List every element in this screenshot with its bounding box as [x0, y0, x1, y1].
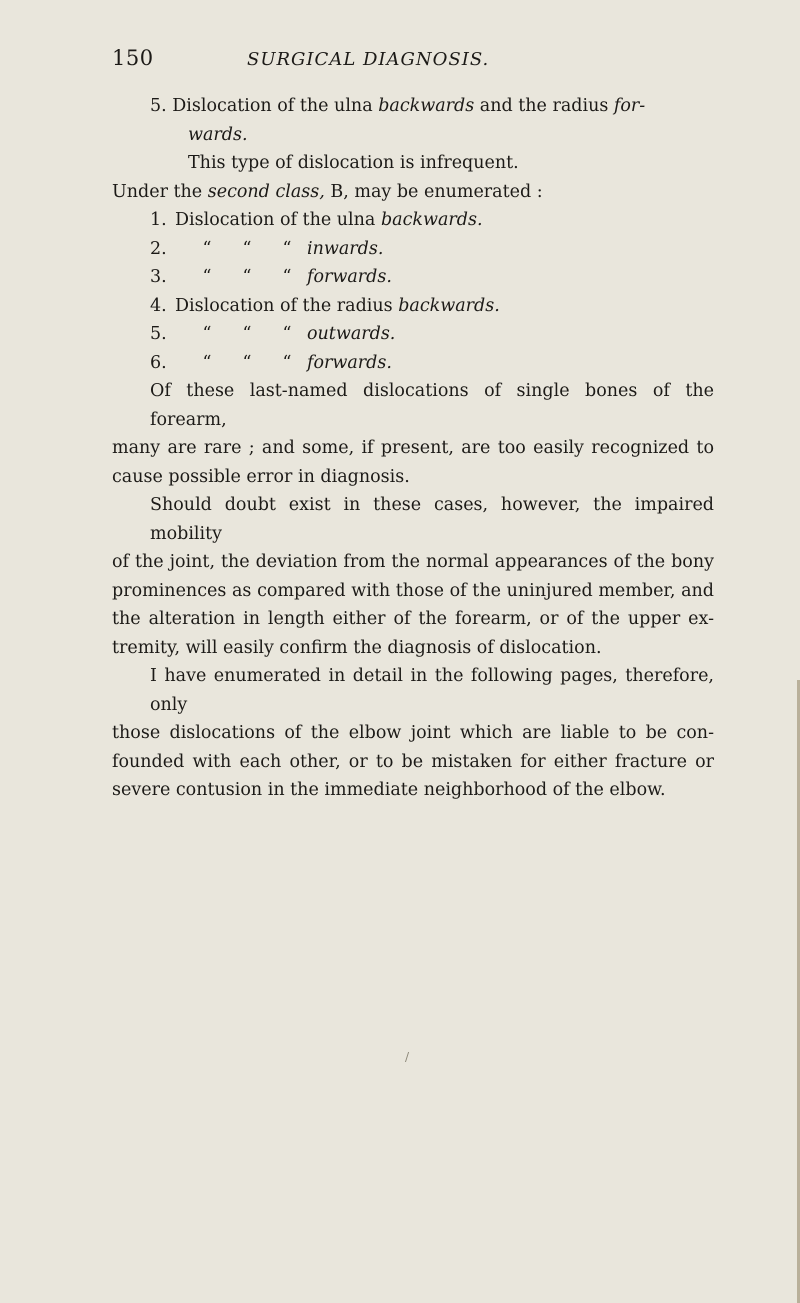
enum-direction: outwards.: [307, 324, 396, 344]
item-5-line-2: [112, 121, 714, 150]
enum-item: [112, 206, 714, 235]
item-5-em-b2: wards.: [188, 124, 248, 145]
enum-item: [112, 292, 714, 321]
under-text-a: Under the: [112, 181, 208, 202]
ditto-mark: “: [242, 324, 252, 344]
under-em: second class,: [207, 181, 325, 202]
page-number: 150: [112, 46, 154, 70]
enum-number: 1.: [150, 210, 167, 230]
enum-number: 4.: [150, 295, 167, 316]
paragraph-have: [112, 662, 714, 805]
text-line: founded with each other, or to be mistaken for either fracture or: [112, 751, 714, 772]
body-text: [112, 92, 714, 805]
item-5-line-1: [112, 92, 714, 121]
enum-number: 3.: [150, 267, 167, 287]
paragraph-these: [112, 377, 714, 491]
enum-direction: forwards.: [307, 267, 392, 287]
text-line: cause possible error in diagnosis.: [112, 466, 410, 487]
enum-direction: backwards.: [380, 210, 483, 230]
ditto-mark: “: [202, 238, 212, 259]
ditto-mark: “: [282, 352, 292, 373]
item-5-text-b: and the radius: [474, 96, 614, 116]
ditto-mark: “: [202, 352, 212, 373]
text-line: the alteration in length either of the forearm, or of the upper ex-: [112, 609, 714, 629]
enum-direction: forwards.: [307, 352, 392, 373]
enum-number: 2.: [150, 238, 167, 259]
enum-lead: Dislocation of the ulna: [175, 210, 376, 230]
ditto-mark: “: [242, 267, 252, 287]
running-head: SURGICAL DIAGNOSIS.: [247, 49, 490, 70]
ditto-mark: “: [242, 238, 252, 259]
enum-number: 6.: [150, 352, 167, 373]
enum-number: 5.: [150, 324, 167, 344]
text-line: tremity, will easily confirm the diagnosis of dislocation.: [112, 637, 602, 658]
enum-item: [112, 263, 714, 292]
text-line: those dislocations of the elbow joint which are liable to be con-: [112, 723, 714, 743]
text-line: Of these last-named dislocations of single bones of the forearm,: [150, 381, 714, 430]
enum-item: [112, 235, 714, 264]
ditto-mark: “: [202, 324, 212, 344]
text-line: Should doubt exist in these cases, however, the impaired mobility: [150, 495, 714, 544]
text-line: prominences as compared with those of the uninjured member, and: [112, 580, 714, 601]
ditto-mark: “: [242, 352, 252, 373]
text-line: of the joint, the deviation from the normal appearances of the bony: [112, 552, 714, 572]
page-header: [112, 46, 712, 82]
paragraph-infrequent: This type of dislocation is infrequent.: [188, 153, 519, 173]
stray-pencil-mark: /: [405, 1050, 410, 1064]
item-5-number: 5.: [150, 96, 167, 116]
item-5-text-a: Dislocation of the ulna: [172, 96, 379, 116]
text-line: I have enumerated in detail in the following pages, therefore, only: [150, 666, 714, 715]
enum-direction: backwards.: [398, 295, 500, 316]
item-5-em-a: backwards: [378, 96, 475, 116]
text-line: severe contusion in the immediate neighborhood of the elbow.: [112, 780, 666, 800]
paragraph-under: [112, 178, 714, 207]
enum-lead: Dislocation of the radius: [175, 295, 393, 316]
enum-item: [112, 349, 714, 378]
paragraph-should: [112, 491, 714, 662]
ditto-mark: “: [202, 267, 212, 287]
text-line: many are rare ; and some, if present, are too easily recognized to: [112, 438, 714, 458]
ditto-mark: “: [282, 324, 292, 344]
under-text-b: B, may be enumerated :: [324, 181, 543, 202]
ditto-mark: “: [282, 267, 292, 287]
enum-item: [112, 320, 714, 349]
ditto-mark: “: [282, 238, 292, 259]
enum-direction: inwards.: [307, 238, 384, 259]
item-5-em-b1: for-: [613, 96, 646, 116]
